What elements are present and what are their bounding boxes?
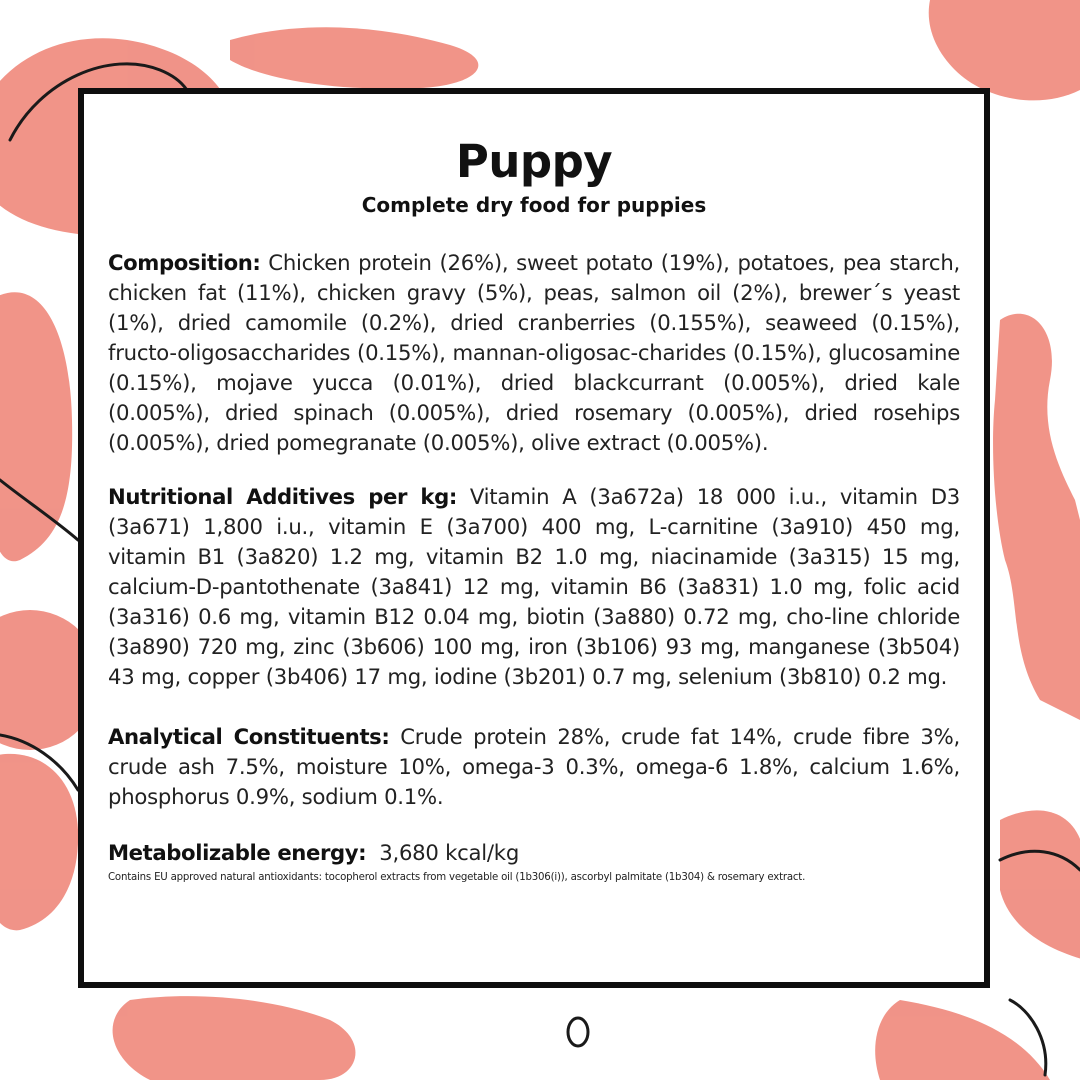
- analytical-text: Crude protein 28%, crude fat 14%, crude fibre 3%, crude ash 7.5%, moisture 10%, omega-3 0.3%, omega-6 1.8%, calcium 1.6%, phosphorus 0.9%, sodium 0.1%.: [108, 724, 960, 809]
- energy-section: [108, 838, 960, 868]
- additives-section: [108, 482, 960, 692]
- outline-bottom-ring: [568, 1018, 588, 1046]
- shape-top-right-blob: [929, 0, 1080, 100]
- analytical-section: [108, 722, 960, 812]
- antioxidant-note: Contains EU approved natural antioxidants: tocopherol extracts from vegetable oil (1b306(i)), ascorbyl palmitate (1b304) & rosemary extract.: [108, 872, 806, 883]
- shape-top-leaf: [230, 27, 478, 88]
- energy-label: Metabolizable energy:: [108, 840, 367, 865]
- energy-text: 3,680 kcal/kg: [366, 840, 520, 865]
- shape-left-blob: [0, 292, 72, 561]
- shape-bottom-left-blob: [0, 754, 78, 930]
- shape-right-coral: [993, 314, 1080, 720]
- composition-label: Composition:: [108, 250, 261, 275]
- analytical-label: Analytical Constituents:: [108, 724, 390, 749]
- additives-text: Vitamin A (3a672a) 18 000 i.u., vitamin D3 (3a671) 1,800 i.u., vitamin E (3a700) 400 mg, L-carnitine (3a910) 450 mg, vitamin B1 (3a820) 1.2 mg, vitamin B2 1.0 mg, niacinamide (3a315) 15 mg, calcium-D-pantothenate (3a841) 12 mg, vitamin B6 (3a831) 1.0 mg, folic acid (3a316) 0.6 mg, vitamin B12 0.04 mg, biotin (3a880) 0.72 mg, cho-line chloride (3a890) 720 mg, zinc (3b606) 100 mg, iron (3b106) 93 mg, manganese (3b504) 43 mg, copper (3b406) 17 mg, iodine (3b201) 0.7 mg, selenium (3b810) 0.2 mg.: [108, 484, 961, 689]
- composition-section: [108, 248, 960, 458]
- product-title: Puppy: [455, 135, 613, 188]
- info-panel: [78, 88, 990, 988]
- additives-label: Nutritional Additives per kg:: [108, 484, 457, 509]
- shape-right-blob: [1000, 810, 1080, 960]
- product-subtitle: Complete dry food for puppies: [361, 193, 707, 217]
- shape-bottom-blob: [113, 996, 356, 1080]
- composition-text: Chicken protein (26%), sweet potato (19%), potatoes, pea starch, chicken fat (11%), chicken gravy (5%), peas, salmon oil (2%), brewer´s yeast (1%), dried camomile (0.2%), dried cranberries (0.155%), seaweed (0.15%), fructo-oligosaccharides (0.15%), mannan-oligosac-charides (0.15%), glucosamine (0.15%), mojave yucca (0.01%), dried blackcurrant (0.005%), dried kale (0.005%), dried spinach (0.005%), dried rosemary (0.005%), dried rosehips (0.005%), dried pomegranate (0.005%), olive extract (0.005%).: [108, 250, 960, 455]
